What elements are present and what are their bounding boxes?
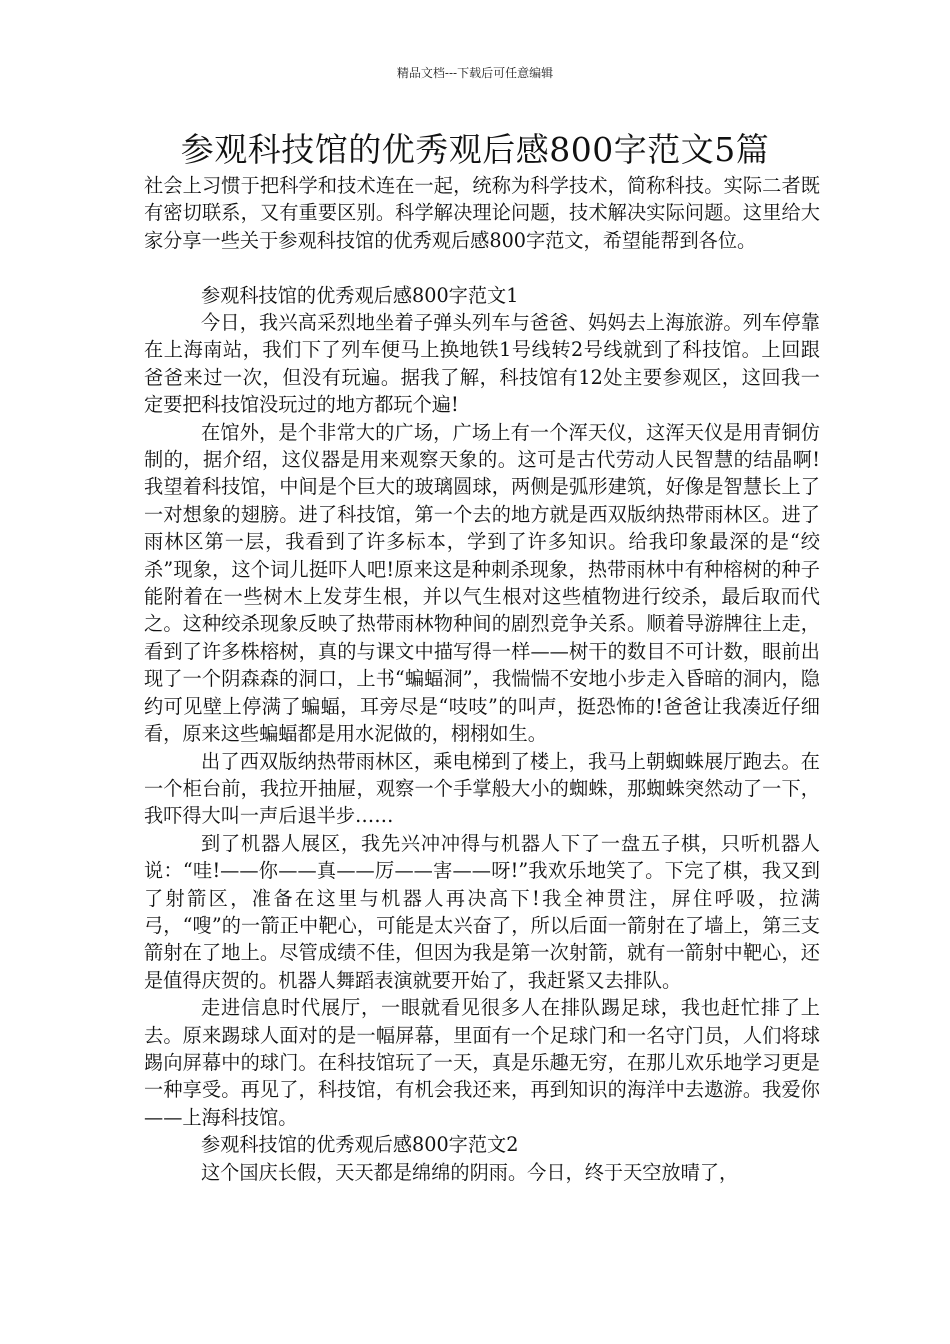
page-header-note: 精品文档---下载后可任意编辑 (396, 66, 554, 80)
section-heading-2: 参观科技馆的优秀观后感800字范文2 (201, 1133, 519, 1157)
paragraph-gap (144, 254, 820, 281)
body-paragraph: 走进信息时代展厅，一眼就看见很多人在排队踢足球，我也赶忙排了上去。原来踢球人面对的是一幅屏幕，里面有一个足球门和一名守门员，人们将球踢向屏幕中的球门。在科技馆玩了一天，真是乐趣无穷，在那儿欢乐地学习更是一种享受。再见了，科技馆，有机会我还来，再到知识的海洋中去遨游。我爱你——上海科技馆。 (144, 996, 820, 1129)
body-paragraph: 在馆外，是个非常大的广场，广场上有一个浑天仪，这浑天仪是用青铜仿制的，据介绍，这仪器是用来观察天象的。这可是古代劳动人民智慧的结晶啊!我望着科技馆，中间是个巨大的玻璃圆球，两侧是弧形建筑，好像是智慧长上了一对想象的翅膀。进了科技馆，第一个去的地方就是西双版纳热带雨林区。进了雨林区第一层，我看到了许多标本，学到了许多知识。给我印象最深的是“绞杀”现象，这个词儿挺吓人吧!原来这是种刺杀现象，热带雨林中有种榕树的种子能附着在一些树木上发芽生根，并以气生根对这些植物进行绞杀，最后取而代之。这种绞杀现象反映了热带雨林物种间的剧烈竞争关系。顺着导游牌往上走，看到了许多株榕树，真的与课文中描写得一样——树干的数目不可计数，眼前出现了一个阴森森的洞口，上书“蝙蝠洞”，我惴惴不安地小步走入昏暗的洞内，隐约可见壁上停满了蝙蝠，耳旁尽是“吱吱”的叫声，挺恐怖的!爸爸让我凑近仔细看，原来这些蝙蝠都是用水泥做的，栩栩如生。 (144, 420, 820, 746)
body-paragraph: 这个国庆长假，天天都是绵绵的阴雨。今日，终于天空放晴了， (201, 1160, 739, 1184)
body-paragraph: 出了西双版纳热带雨林区，乘电梯到了楼上，我马上朝蜘蛛展厅跑去。在一个柜台前，我拉开抽屉，观察一个手掌般大小的蜘蛛，那蜘蛛突然动了一下，我吓得大叫一声后退半步…… (144, 749, 820, 828)
body-paragraph: 到了机器人展区，我先兴冲冲得与机器人下了一盘五子棋，只听机器人说：“哇!——你——真——厉——害——呀!”我欢乐地笑了。下完了棋，我又到了射箭区，准备在这里与机器人再决高下!我全神贯注，屏住呼吸，拉满弓，“嗖”的一箭正中靶心，可能是太兴奋了，所以后面一箭射在了墙上，第三支箭射在了地上。尽管成绩不佳，但因为我是第一次射箭，就有一箭射中靶心，还是值得庆贺的。机器人舞蹈表演就要开始了，我赶紧又去排队。 (144, 831, 820, 992)
intro-paragraph: 社会上习惯于把科学和技术连在一起，统称为科学技术，简称科技。实际二者既有密切联系，又有重要区别。科学解决理论问题，技术解决实际问题。这里给大家分享一些关于参观科技馆的优秀观后感800字范文，希望能帮到各位。 (144, 174, 820, 252)
document-title: 参观科技馆的优秀观后感800字范文5篇 (180, 130, 770, 169)
section-heading-1: 参观科技馆的优秀观后感800字范文1 (201, 283, 519, 307)
body-paragraph: 今日，我兴高采烈地坐着子弹头列车与爸爸、妈妈去上海旅游。列车停靠在上海南站，我们下了列车便马上换地铁1号线转2号线就到了科技馆。上回跟爸爸来过一次，但没有玩遍。据我了解，科技馆有12处主要参观区，这回我一定要把科技馆没玩过的地方都玩个遍! (144, 311, 820, 417)
document-body (144, 172, 820, 1186)
